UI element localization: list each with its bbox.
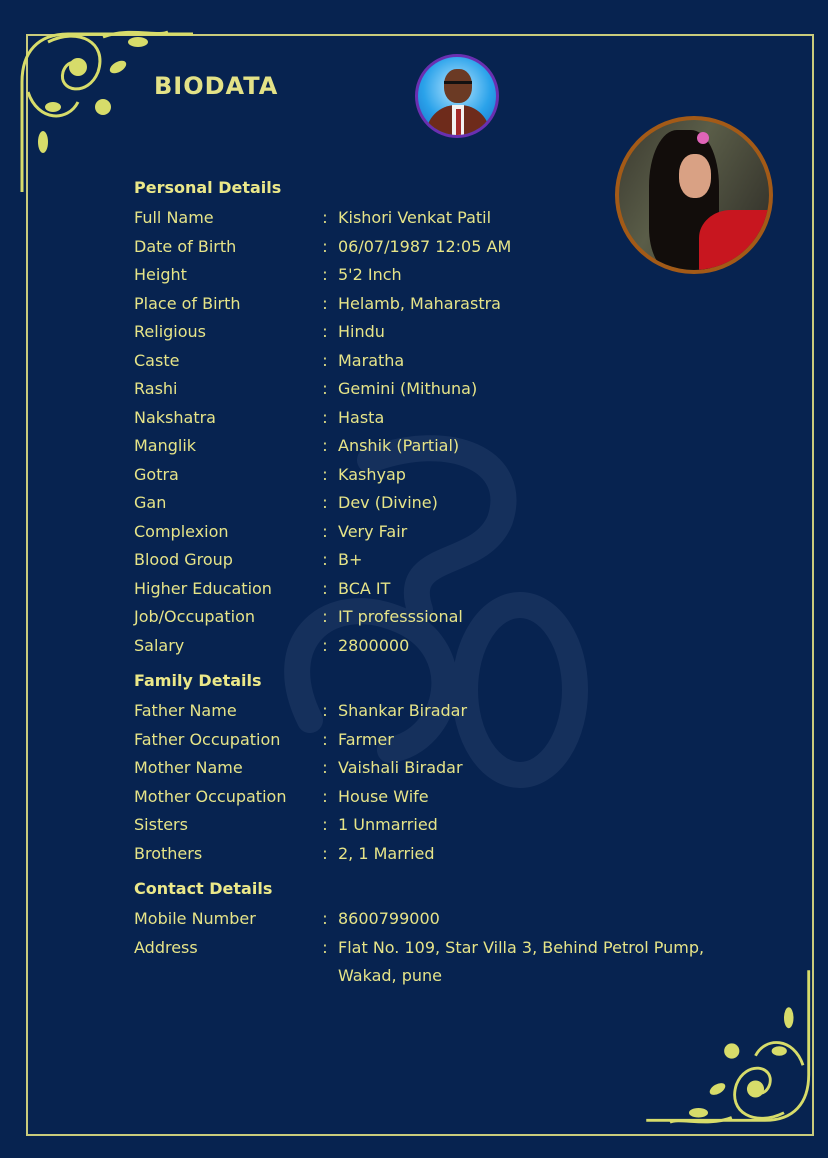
detail-value [338, 546, 754, 575]
detail-value [338, 697, 754, 726]
detail-value [338, 204, 754, 233]
separator: : [322, 815, 328, 834]
separator: : [322, 379, 328, 398]
separator: : [322, 464, 328, 484]
detail-value [338, 840, 754, 869]
separator: : [322, 607, 328, 626]
detail-row [134, 375, 754, 404]
detail-row [134, 575, 754, 604]
detail-value-line: Gemini (Mithuna) [338, 379, 478, 398]
detail-row [134, 261, 754, 290]
detail-value-line: Hindu [338, 322, 385, 341]
separator: : [322, 786, 328, 806]
detail-label: Full Name [134, 208, 214, 227]
detail-label: Address [134, 937, 198, 957]
detail-value [338, 603, 754, 632]
detail-row [134, 783, 754, 812]
detail-value [338, 432, 754, 461]
detail-row [134, 404, 754, 433]
separator: : [322, 407, 328, 427]
detail-row [134, 603, 754, 632]
detail-value [338, 461, 754, 490]
detail-value-line: House Wife [338, 786, 429, 806]
detail-row [134, 754, 754, 783]
section-title-family: Family Details [134, 671, 262, 690]
detail-label: Mobile Number [134, 909, 256, 928]
deity-portrait-image [415, 54, 499, 138]
separator: : [322, 550, 328, 569]
biodata-content [134, 176, 754, 991]
detail-label: Blood Group [134, 550, 233, 569]
detail-value-line: B+ [338, 550, 363, 569]
detail-row [134, 518, 754, 547]
separator: : [322, 265, 328, 284]
detail-value [338, 726, 754, 755]
detail-value [338, 404, 754, 433]
detail-value-line: IT professsional [338, 607, 463, 626]
detail-value [338, 783, 754, 812]
detail-label: Father Occupation [134, 729, 281, 749]
separator: : [322, 729, 328, 749]
separator: : [322, 350, 328, 370]
detail-label: Place of Birth [134, 293, 241, 313]
detail-row [134, 204, 754, 233]
detail-row [134, 811, 754, 840]
detail-label: Brothers [134, 843, 203, 863]
family-details-list [134, 697, 754, 868]
detail-label: Father Name [134, 701, 237, 720]
detail-value [338, 261, 754, 290]
separator: : [322, 236, 328, 256]
detail-value [338, 318, 754, 347]
separator: : [322, 909, 328, 928]
detail-row [134, 934, 754, 991]
detail-value [338, 632, 754, 661]
detail-row [134, 347, 754, 376]
detail-value [338, 290, 754, 319]
detail-label: Height [134, 265, 187, 284]
detail-row [134, 489, 754, 518]
separator: : [322, 436, 328, 455]
detail-label: Job/Occupation [134, 607, 255, 626]
detail-label: Date of Birth [134, 236, 237, 256]
detail-value-line: Very Fair [338, 521, 408, 541]
detail-value-line: Maratha [338, 350, 405, 370]
detail-value-line: 06/07/1987 12:05 AM [338, 236, 512, 256]
detail-row [134, 840, 754, 869]
detail-label: Mother Name [134, 758, 243, 777]
detail-label: Mother Occupation [134, 786, 287, 806]
detail-label: Caste [134, 350, 180, 370]
separator: : [322, 521, 328, 541]
section-title-personal: Personal Details [134, 178, 282, 197]
detail-row [134, 318, 754, 347]
detail-value [338, 233, 754, 262]
detail-value-line: Anshik (Partial) [338, 436, 460, 455]
detail-value [338, 489, 754, 518]
separator: : [322, 293, 328, 313]
detail-row [134, 546, 754, 575]
detail-value-line: 2, 1 Married [338, 843, 435, 863]
detail-label: Rashi [134, 379, 178, 398]
detail-value-line: Kashyap [338, 464, 406, 484]
section-title-contact: Contact Details [134, 879, 273, 898]
separator: : [322, 322, 328, 341]
detail-value [338, 754, 754, 783]
detail-value [338, 934, 754, 991]
personal-details-list [134, 204, 754, 660]
detail-label: Religious [134, 322, 206, 341]
detail-value-line: 2800000 [338, 635, 410, 655]
contact-details-list [134, 905, 754, 991]
detail-value-line: Helamb, Maharastra [338, 293, 501, 313]
detail-row [134, 233, 754, 262]
detail-value-line: Vaishali Biradar [338, 758, 463, 777]
detail-label: Complexion [134, 521, 229, 541]
detail-value-line: 8600799000 [338, 909, 440, 928]
detail-value-line: 5'2 Inch [338, 265, 402, 284]
detail-value-line: 1 Unmarried [338, 815, 438, 834]
detail-label: Salary [134, 635, 185, 655]
detail-label: Nakshatra [134, 407, 216, 427]
detail-value [338, 347, 754, 376]
detail-value [338, 575, 754, 604]
separator: : [322, 758, 328, 777]
detail-value-line: Dev (Divine) [338, 493, 438, 512]
detail-row [134, 632, 754, 661]
detail-value-line: Wakad, pune [338, 966, 442, 985]
detail-value-line: Farmer [338, 729, 394, 749]
separator: : [322, 208, 328, 227]
detail-row [134, 461, 754, 490]
detail-row [134, 290, 754, 319]
detail-value [338, 905, 754, 934]
detail-value-line: Flat No. 109, Star Villa 3, Behind Petrol Pump, [338, 937, 705, 957]
separator: : [322, 843, 328, 863]
separator: : [322, 493, 328, 512]
detail-label: Higher Education [134, 578, 272, 598]
separator: : [322, 701, 328, 720]
detail-label: Sisters [134, 815, 188, 834]
detail-row [134, 432, 754, 461]
detail-value-line: Kishori Venkat Patil [338, 208, 492, 227]
detail-row [134, 905, 754, 934]
detail-value-line: BCA IT [338, 578, 391, 598]
detail-label: Gotra [134, 464, 179, 484]
detail-value-line: Shankar Biradar [338, 701, 468, 720]
detail-value [338, 375, 754, 404]
separator: : [322, 937, 328, 957]
detail-value [338, 518, 754, 547]
detail-label: Gan [134, 493, 167, 512]
floral-corner-top-left-icon [8, 12, 208, 202]
detail-row [134, 726, 754, 755]
detail-value-line: Hasta [338, 407, 385, 427]
detail-row [134, 697, 754, 726]
page-title: BIODATA [154, 72, 279, 100]
detail-value [338, 811, 754, 840]
separator: : [322, 578, 328, 598]
detail-label: Manglik [134, 436, 197, 455]
separator: : [322, 635, 328, 655]
